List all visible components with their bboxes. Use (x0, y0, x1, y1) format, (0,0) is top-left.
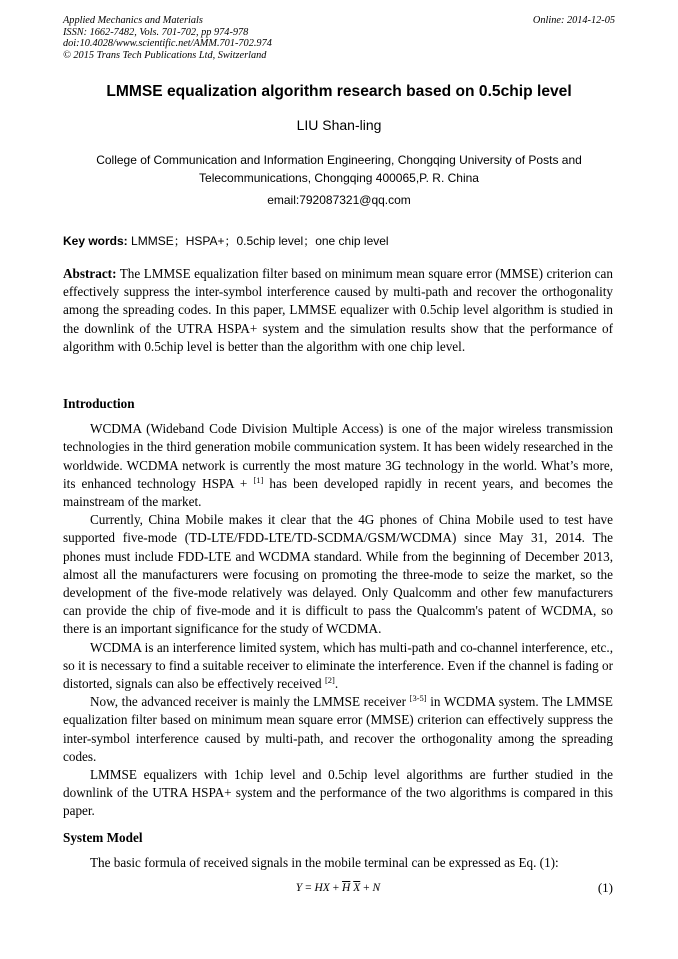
abstract-text: The LMMSE equalization filter based on minimum mean square error (MMSE) criterion can effectively suppress the inter-symbol interference caused by multi-path and recover the orthogonality among the spreading codes. In this paper, LMMSE equalizer with 0.5chip level algorithm is studied in the downlink of the UTRA HSPA+ system and the simulation results show that the performance of algorithm with 0.5chip level is better than the algorithm with one chip level. (63, 266, 613, 354)
intro-p1-text-b: has been developed rapidly in recent years, and becomes the mainstream of the market. (63, 475, 613, 510)
affiliation (63, 151, 615, 187)
eq-plus-2: + (360, 882, 373, 894)
intro-p4-text-b: in WCDMA system. The LMMSE equalization filter based on minimum mean square error (MMSE) criterion can effectively suppress the inter-symbol interference caused by multi-path, and recover the orthogonality among the spreading codes. (63, 694, 613, 764)
intro-p3-text-b: . (334, 676, 339, 692)
journal-name: Applied Mechanics and Materials (63, 15, 203, 26)
eq-equals: = (302, 882, 315, 894)
affiliation-line-1: College of Communication and Information Engineering, Chongqing University of Posts and (96, 153, 582, 167)
intro-paragraph-3 (63, 639, 613, 694)
citation-1: [1] (253, 474, 264, 485)
eq-y: Y (295, 882, 303, 894)
citation-2: [2] (324, 675, 335, 686)
system-model-paragraph-1: The basic formula of received signals in the mobile terminal can be expressed as Eq. (1): (90, 855, 559, 871)
author-name: LIU Shan-ling (296, 117, 382, 133)
copyright-line: © 2015 Trans Tech Publications Ltd, Switzerland (63, 49, 267, 61)
doi-line: doi:10.4028/www.scientific.net/AMM.701-702.974 (63, 38, 272, 49)
eq-hx: HX (314, 882, 330, 894)
keywords (63, 232, 615, 249)
eq-h-bar: $\overline{H}$ (342, 882, 351, 894)
introduction-section (63, 395, 613, 821)
intro-p3-text-a: WCDMA is an interference limited system, which has multi-path and co-channel interference, etc., so it is necessary to find a suitable receiver to eliminate the interference. Even if the channel is fading or distorted, signals can also be effectively received (63, 639, 613, 692)
paper-title: LMMSE equalization algorithm research based on 0.5chip level (106, 83, 572, 100)
intro-paragraph-1 (63, 420, 613, 511)
issn-line: ISSN: 1662-7482, Vols. 701-702, pp 974-978 (63, 26, 249, 38)
equation-number: (1) (597, 880, 613, 895)
system-model-section (63, 829, 613, 872)
intro-p1-text-a: WCDMA (Wideband Code Division Multiple Access) is one of the major wireless transmission technologies in the third generation mobile communication system. It has been widely researched in the worldwide. WCDMA network is currently the most mature 3G technology in the world. What’s more, its enhanced technology HSPA + (63, 421, 613, 491)
online-date: Online: 2014-12-05 (532, 15, 615, 26)
equation-expression (63, 882, 613, 894)
keywords-label: Key words: (63, 234, 128, 248)
eq-x-bar: $\overline{X}$ (353, 882, 361, 894)
eq-plus-1: + (329, 882, 343, 894)
system-model-heading: System Model (63, 830, 143, 845)
eq-n: N (372, 882, 381, 894)
citation-3-5: [3-5] (409, 693, 427, 704)
affiliation-line-2: Telecommunications, Chongqing 400065,P. R. China (199, 171, 479, 185)
intro-paragraph-5: LMMSE equalizers with 1chip level and 0.5chip level algorithms are further studied in the downlink of the UTRA HSPA+ system and the performance of the two algorithms is compared in this paper. (63, 767, 613, 819)
abstract-label: Abstract: (63, 266, 117, 281)
abstract (63, 265, 613, 356)
introduction-heading: Introduction (63, 396, 135, 411)
intro-paragraph-2: Currently, China Mobile makes it clear that the 4G phones of China Mobile used to test have supported five-mode (TD-LTE/FDD-LTE/TD-SCDMA/GSM/WCDMA) since May 31, 2014. The phones must include FDD-LTE and WCDMA standard. While from the beginning of December 2013, almost all the manufacturers were focusing on promoting the three-mode to seize the market, so the development of the five-mode relatively was delayed. Only Qualcomm and other few manufacturers can provide the chip of five-mode and it is difficult to pass the Qualcomm's patent of WCDMA, so there is an important significance for the study of WCDMA. (63, 512, 613, 637)
author-email: email:792087321@qq.com (267, 193, 411, 207)
intro-p4-text-a: Now, the advanced receiver is mainly the LMMSE receiver (90, 694, 410, 710)
intro-paragraph-4 (63, 693, 613, 766)
journal-header (63, 15, 615, 61)
keywords-text: LMMSE；HSPA+；0.5chip level；one chip level (127, 234, 389, 248)
